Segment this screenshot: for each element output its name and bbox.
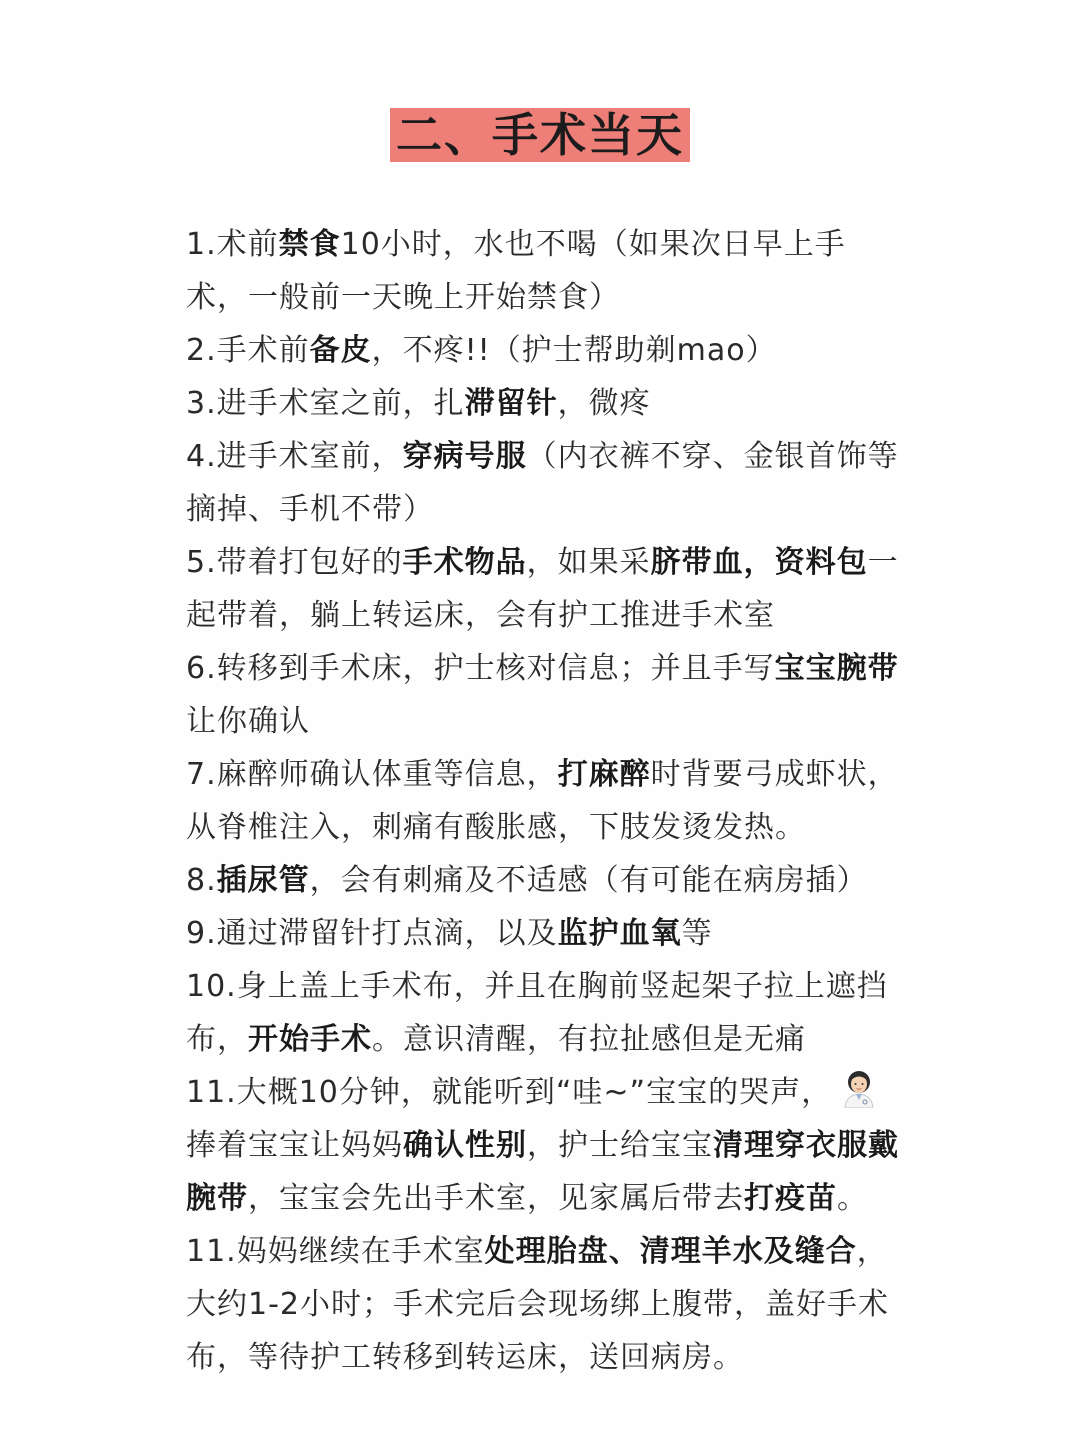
step-highlight: 打疫苗 (744, 1181, 837, 1216)
step-highlight: 宝宝腕带 (774, 651, 899, 686)
step-text: ，不疼!!（护士帮助剃mao） (371, 333, 777, 368)
step-text: 4.进手术室前， (186, 439, 403, 474)
step-highlight: 确认性别 (403, 1128, 527, 1163)
step-highlight: 处理胎盘、清理羊水及缝合 (484, 1234, 857, 1269)
step-text: 捧着宝宝让妈妈 (186, 1128, 403, 1163)
step-highlight: 脐带血，资料包 (650, 545, 868, 580)
step-item (186, 1066, 906, 1225)
step-text: 。意识清醒，有拉扯感但是无痛 (372, 1022, 806, 1057)
step-item (186, 748, 906, 854)
step-list (186, 218, 906, 1384)
step-text: 时背要弓成虾状，从脊椎注入，刺痛有酸胀感，下肢发烫发热。 (186, 757, 899, 845)
title-wrap (0, 108, 1080, 162)
step-text: ，护士给宝宝 (527, 1128, 713, 1163)
step-item (186, 218, 906, 324)
step-text: 一起带着，躺上转运床，会有护工推进手术室 (186, 545, 899, 633)
step-text: 让你确认 (186, 704, 310, 739)
step-text: 等 (681, 916, 713, 951)
step-text: 11.大概10分钟，就能听到“哇~”宝宝的哭声， (186, 1075, 833, 1110)
step-highlight: 禁食 (278, 227, 341, 262)
step-text: 10小时，水也不喝（如果次日早上手术，一般前一天晚上开始禁食） (186, 227, 846, 315)
step-text: 6.转移到手术床，护士核对信息；并且手写 (186, 651, 775, 686)
step-highlight: 打麻醉 (557, 757, 651, 792)
step-highlight: 开始手术 (248, 1022, 372, 1057)
step-text: ，大约1-2小时；手术完后会现场绑上腹带，盖好手术布，等待护工转移到转运床，送回病房。 (186, 1234, 889, 1375)
step-text: 5.带着打包好的 (186, 545, 403, 580)
step-highlight: 清理穿衣服戴腕带 (186, 1128, 899, 1216)
step-highlight: 插尿管 (216, 863, 310, 898)
step-text: ，微疼 (557, 386, 651, 421)
step-text: 10.身上盖上手术布，并且在胸前竖起架子拉上遮挡布， (186, 969, 888, 1057)
doctor-emoji-icon (842, 1070, 876, 1108)
step-item (186, 324, 906, 377)
step-highlight: 手术物品 (402, 545, 527, 580)
step-text: 8. (186, 863, 217, 898)
step-item (186, 536, 906, 642)
step-item (186, 907, 906, 960)
step-text: 2.手术前 (186, 333, 310, 368)
step-item (186, 1225, 906, 1384)
step-item (186, 854, 906, 907)
step-text: 7.麻醉师确认体重等信息， (186, 757, 558, 792)
step-highlight: 滞留针 (464, 386, 558, 421)
step-highlight: 穿病号服 (402, 439, 527, 474)
step-item (186, 642, 906, 748)
step-highlight: 监护血氧 (557, 916, 682, 951)
step-text: ，如果采 (526, 545, 651, 580)
step-item (186, 377, 906, 430)
step-text: 3.进手术室之前，扎 (186, 386, 465, 421)
step-text: （内衣裤不穿、金银首饰等摘掉、手机不带） (186, 439, 899, 527)
page-title: 二、手术当天 (390, 108, 690, 162)
step-text: 9.通过滞留针打点滴，以及 (186, 916, 558, 951)
step-text: 1.术前 (186, 227, 279, 262)
step-item (186, 430, 906, 536)
step-text: ，会有刺痛及不适感（有可能在病房插） (309, 863, 868, 898)
step-highlight: 备皮 (309, 333, 372, 368)
step-text: 。 (837, 1181, 868, 1216)
step-item (186, 960, 906, 1066)
step-text: ，宝宝会先出手术室，见家属后带去 (248, 1181, 744, 1216)
step-text: 11.妈妈继续在手术室 (186, 1234, 485, 1269)
